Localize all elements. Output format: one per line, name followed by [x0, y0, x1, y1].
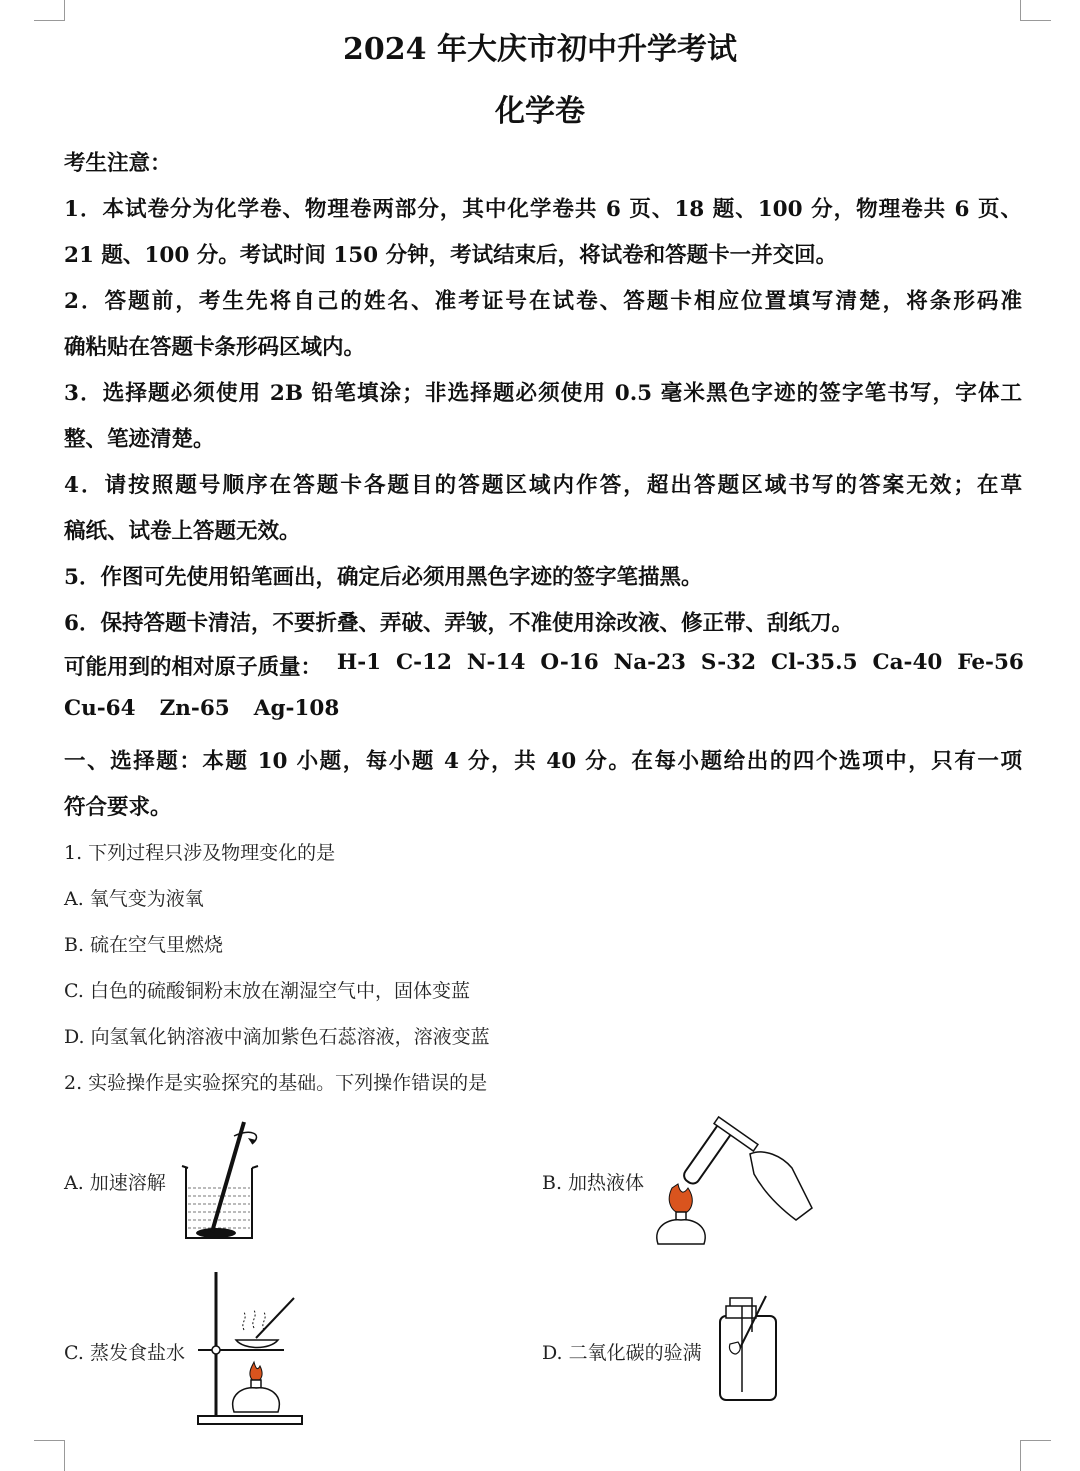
- atomic-mass: Ag-108: [253, 696, 340, 721]
- question-2-stem: 2. 实验操作是实验探究的基础。下列操作错误的是: [64, 1072, 488, 1094]
- notice-line: 1．本试卷分为化学卷、物理卷两部分，其中化学卷共 6 页、18 题、100 分，物理卷共 6 页、: [64, 197, 1022, 222]
- notice-heading: 考生注意：: [64, 151, 172, 176]
- crop-mark-top-right: [1020, 0, 1051, 21]
- atomic-mass: C-12: [396, 650, 452, 675]
- crop-mark-top-left: [34, 0, 65, 21]
- notice-line: 21 题、100 分。考试时间 150 分钟，考试结束后，将试卷和答题卡一并交回。: [64, 243, 838, 268]
- question-1-stem: 1. 下列过程只涉及物理变化的是: [64, 842, 336, 864]
- notice-line: 确粘贴在答题卡条形码区域内。: [64, 335, 366, 360]
- beaker-stirring-figure: [178, 1116, 268, 1244]
- question-1-option-d: D. 向氢氧化钠溶液中滴加紫色石蕊溶液，溶液变蓝: [64, 1026, 490, 1048]
- atomic-mass: H-1: [336, 650, 382, 675]
- atomic-masses-row2: [64, 696, 339, 721]
- section-heading-cont: 符合要求。: [64, 795, 172, 820]
- question-2-option-b: B. 加热液体: [542, 1172, 645, 1194]
- atomic-masses-label: 可能用到的相对原子质量：: [64, 655, 323, 680]
- atomic-mass: N-14: [466, 650, 526, 675]
- atomic-mass: Zn-65: [159, 696, 230, 721]
- atomic-mass: Cu-64: [64, 696, 136, 721]
- notice-line: 6．保持答题卡清洁，不要折叠、弄破、弄皱，不准使用涂改液、修正带、刮纸刀。: [64, 611, 853, 636]
- question-2-option-d: D. 二氧化碳的验满: [542, 1342, 702, 1364]
- notice-line: 整、笔迹清楚。: [64, 427, 215, 452]
- exam-subtitle: 化学卷: [495, 94, 585, 129]
- evaporation-stand-figure: [194, 1270, 309, 1428]
- crop-mark-bottom-left: [34, 1440, 65, 1471]
- co2-bottle-figure: [716, 1292, 782, 1404]
- atomic-mass: Ca-40: [872, 650, 943, 675]
- notice-line: 3．选择题必须使用 2B 铅笔填涂；非选择题必须使用 0.5 毫米黑色字迹的签字笔书写，字体工: [64, 381, 1022, 406]
- notice-line: 稿纸、试卷上答题无效。: [64, 519, 301, 544]
- section-heading: 一、选择题：本题 10 小题，每小题 4 分，共 40 分。在每小题给出的四个选项中，只有一项: [64, 749, 1022, 774]
- notice-line: 2．答题前，考生先将自己的姓名、准考证号在试卷、答题卡相应位置填写清楚，将条形码准: [64, 289, 1022, 314]
- notice-line: 5．作图可先使用铅笔画出，确定后必须用黑色字迹的签字笔描黑。: [64, 565, 703, 590]
- question-1-option-a: A. 氧气变为液氧: [64, 888, 204, 910]
- question-2-option-a: A. 加速溶解: [64, 1172, 166, 1194]
- question-2-option-c: C. 蒸发食盐水: [64, 1342, 185, 1364]
- atomic-mass: S-32: [700, 650, 757, 675]
- crop-mark-bottom-right: [1020, 1440, 1051, 1471]
- notice-line: 4．请按照题号顺序在答题卡各题目的答题区域内作答，超出答题区域书写的答案无效；在草: [64, 473, 1022, 498]
- exam-title: 2024 年大庆市初中升学考试: [343, 32, 737, 67]
- question-1-option-c: C. 白色的硫酸铜粉末放在潮湿空气中，固体变蓝: [64, 980, 470, 1002]
- atomic-mass: O-16: [540, 650, 599, 675]
- atomic-masses-row1: [64, 650, 1024, 681]
- question-1-option-b: B. 硫在空气里燃烧: [64, 934, 224, 956]
- atomic-mass: Fe-56: [957, 650, 1024, 675]
- atomic-mass: Na-23: [613, 650, 687, 675]
- test-tube-heating-figure: [652, 1110, 822, 1250]
- atomic-mass: Cl-35.5: [771, 650, 858, 675]
